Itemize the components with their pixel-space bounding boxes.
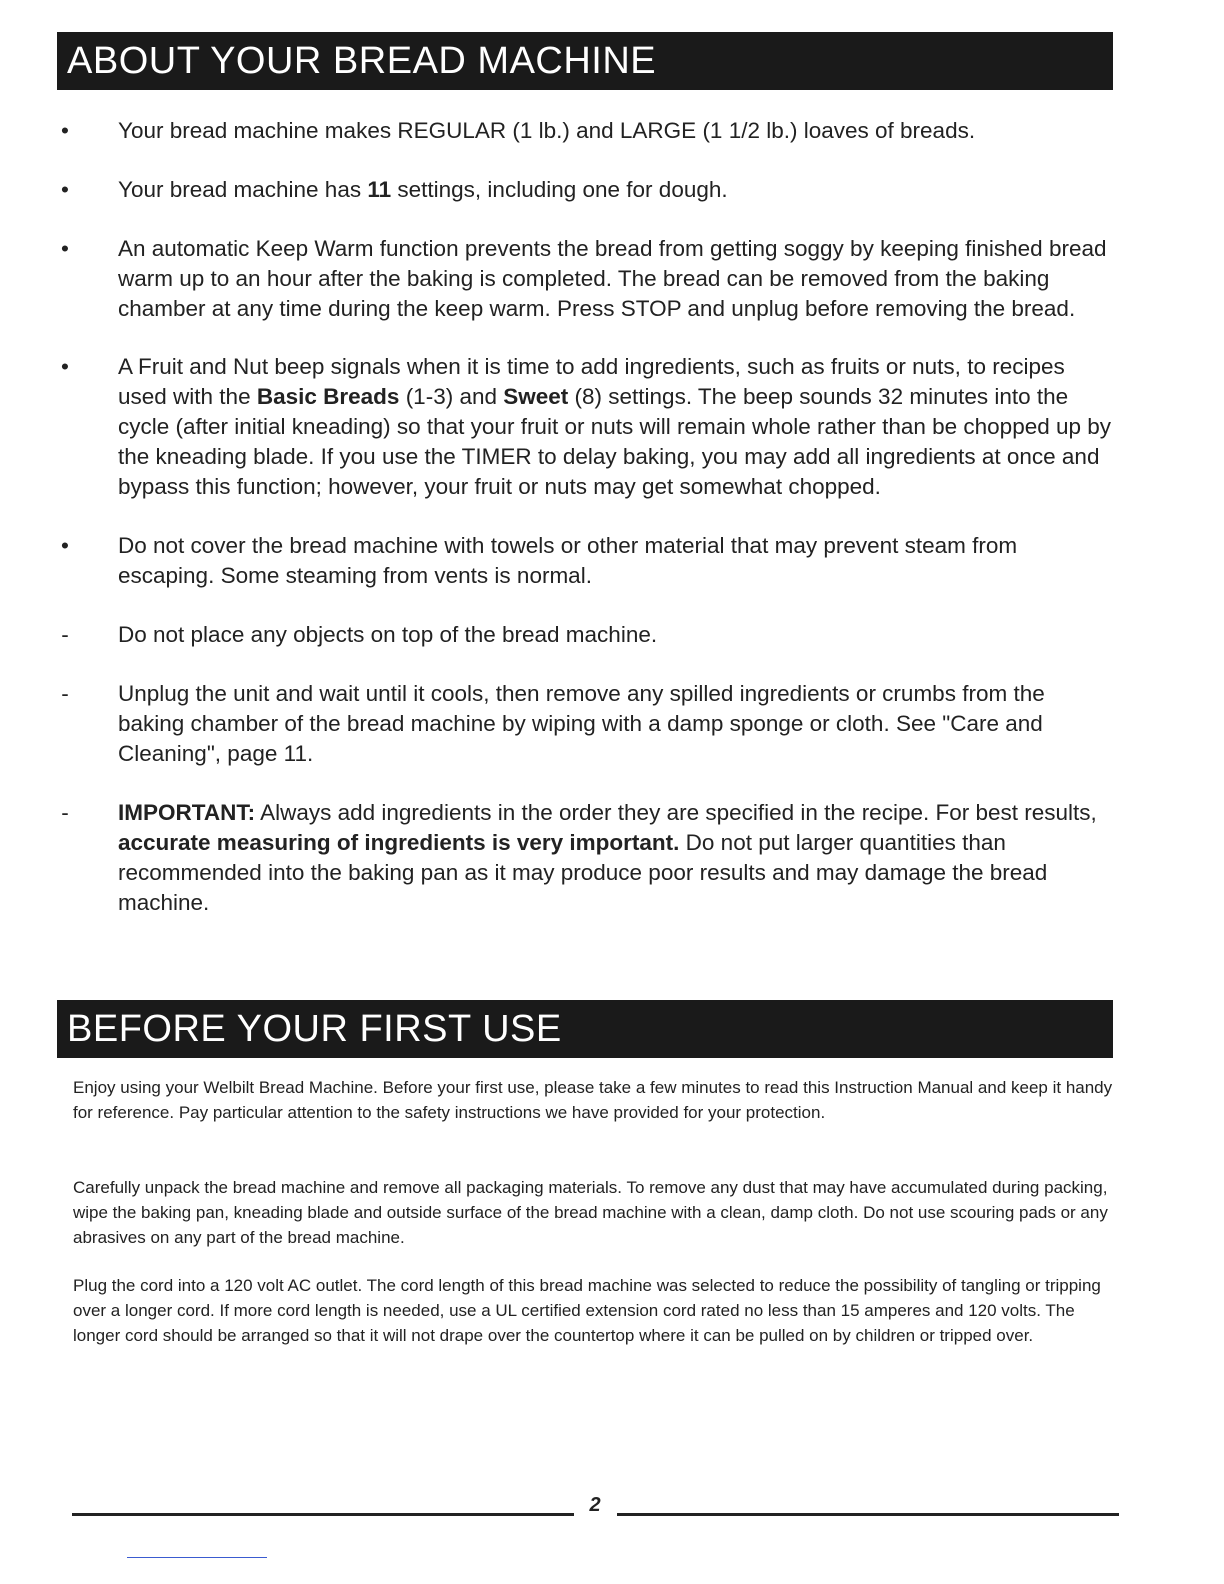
bullet-item [55,352,1115,502]
footer-rule-left [72,1513,574,1516]
bullet-bold-text: 11 [367,177,392,202]
bullet-text: Your bread machine makes REGULAR (1 lb.) and LARGE (1 1/2 lb.) loaves of breads. [118,118,976,143]
bullet-marker: • [61,354,69,379]
bullet-marker: - [61,681,69,706]
page-number: 2 [589,1494,601,1516]
bullet-text: Always add ingredients in the order they are specified in the recipe. For best results, [255,800,1097,825]
first-use-paragraph: Carefully unpack the bread machine and remove all packaging materials. To remove any dust that may have accumulated during packing, wipe the baking pan, kneading blade and outside surface of the bread machine with a clean, damp cloth. Do not use scouring pads or any abrasives on any part of the bread machine. [73,1178,1108,1247]
bullet-bold-text: Sweet [503,384,569,409]
bullet-item [55,175,1115,205]
bullet-marker: - [61,800,69,825]
bullet-text: settings, including one for dough. [391,177,728,202]
bullet-item [55,116,1115,146]
bullet-item [55,679,1115,769]
first-use-paragraph: Enjoy using your Welbilt Bread Machine. Before your first use, please take a few minutes to read this Instruction Manual and keep it handy for reference. Pay particular attention to the safety instructions we have provided for your protection. [73,1078,1113,1122]
bullet-item [55,234,1115,324]
bullet-marker: • [61,118,69,143]
bullet-item [55,531,1115,591]
bullet-item [55,620,1115,650]
bullet-item [55,798,1115,918]
bullet-text: Your bread machine has [118,177,368,202]
bullet-marker: • [61,177,69,202]
bullet-bold-text: accurate measuring of ingredients is very important. [118,830,680,855]
section-title-about: ABOUT YOUR BREAD MACHINE [57,32,1113,90]
bullet-marker: - [61,622,69,647]
bullet-bold-text: IMPORTANT: [118,800,256,825]
bullet-text: An automatic Keep Warm function prevents the bread from getting soggy by keeping finished bread warm up to an hour after the baking is completed. The bread can be removed from the baking chamber at any time during the keep warm. Press STOP and unplug before removing the bread. [118,236,1107,321]
decorative-line [127,1557,267,1558]
first-use-paragraph: Plug the cord into a 120 volt AC outlet. The cord length of this bread machine was selected to reduce the possibility of tangling or tripping over a longer cord. If more cord length is needed, use a UL certified extension cord rated no less than 15 amperes and 120 volts. The longer cord should be arranged so that it will not drape over the countertop where it can be pulled on by children or tripped over. [73,1276,1101,1345]
bullet-text: Do not put larger quantities than recommended into the baking pan as it may produce poor results and may damage the bread machine. [118,830,1048,915]
bullet-text: Unplug the unit and wait until it cools, then remove any spilled ingredients or crumbs from the baking chamber of the bread machine by wiping with a damp sponge or cloth. See "Care and Cleaning", page 11. [118,681,1045,766]
bullet-text: (1-3) and [399,384,504,409]
footer-rule-right [617,1513,1119,1516]
bullet-text: Do not place any objects on top of the bread machine. [118,622,658,647]
bullet-text: Do not cover the bread machine with towels or other material that may prevent steam from escaping. Some steaming from vents is normal. [118,533,1018,588]
bullet-bold-text: Basic Breads [256,384,400,409]
about-bullet-list [55,116,1115,918]
bullet-text: A Fruit and Nut beep signals when it is time to add ingredients, such as fruits or nuts, to recipes used with the [118,354,1065,409]
bullet-marker: • [61,533,69,558]
bullet-text: (8) settings. The beep sounds 32 minutes into the cycle (after initial kneading) so that your fruit or nuts will remain whole rather than be chopped up by the kneading blade. If you use the TIMER to delay baking, you may add all ingredients at once and bypass this function; however, your fruit or nuts may get somewhat chopped. [118,384,1112,499]
section-title-first-use: BEFORE YOUR FIRST USE [57,1000,1113,1058]
bullet-marker: • [61,236,69,261]
